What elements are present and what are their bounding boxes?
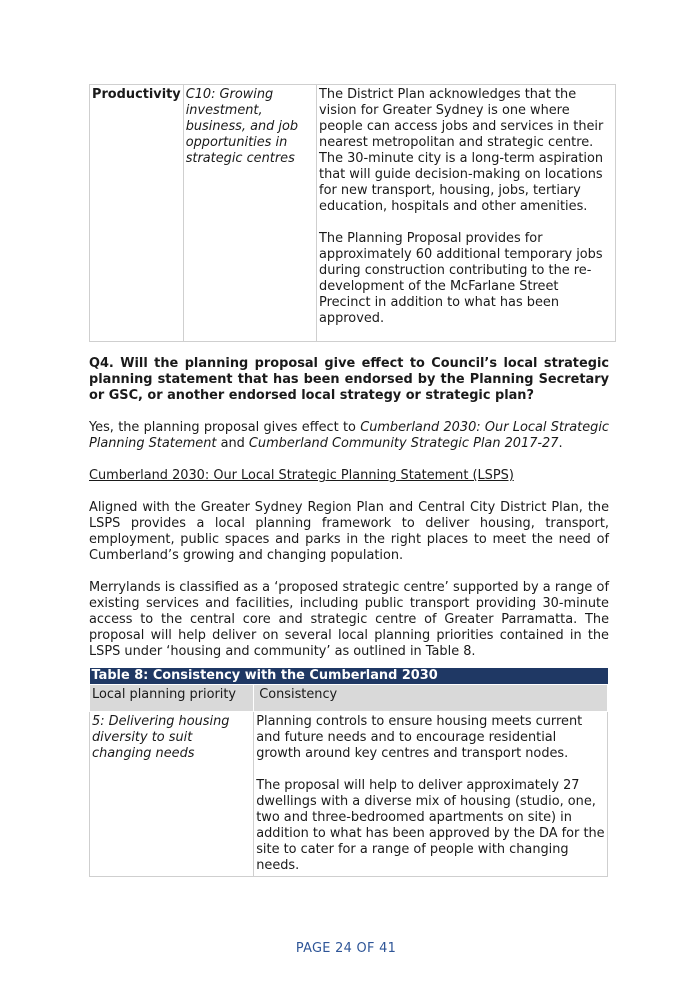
question-heading: Q4. Will the planning proposal give effect to Council’s local strategic planning statement that has been endorsed by the Planning Secretary or GSC, or another endorsed local strategy or strategic plan?: [89, 356, 609, 403]
consistency-cell: [254, 712, 608, 877]
consistency-table: [89, 668, 608, 877]
answer-text: .: [558, 436, 563, 451]
column-header: Consistency: [254, 685, 608, 712]
section-heading: Cumberland 2030: Our Local Strategic Planning Statement (LSPS): [89, 468, 514, 483]
comment-paragraph: The District Plan acknowledges that the vision for Greater Sydney is one where people can access jobs and services in their nearest metropolitan and strategic centre. The 30-minute city is a long-term aspiration that will guide decision-making on locations for new transport, housing, jobs, tertiary education, hospitals and other amenities.: [319, 87, 604, 214]
page-of-label: OF: [352, 941, 380, 956]
answer-emphasis: Cumberland 2030: Our Local Strategic Planning Statement: [89, 420, 609, 451]
page-footer: [0, 941, 692, 956]
productivity-table: [89, 84, 616, 342]
table-row: [90, 85, 616, 342]
table-row: [90, 712, 608, 877]
answer-emphasis: Cumberland Community Strategic Plan 2017-27: [248, 436, 559, 451]
page-content: [89, 84, 609, 877]
answer-text: Yes, the planning proposal gives effect to: [89, 420, 361, 435]
answer-paragraph: [89, 420, 609, 452]
table-title-row: [90, 668, 608, 685]
priority-cell: 5: Delivering housing diversity to suit changing needs: [90, 712, 254, 877]
theme-cell: Productivity: [90, 85, 184, 342]
consistency-paragraph: Planning controls to ensure housing meets current and future needs and to encourage residential growth around key centres and transport nodes.: [256, 714, 583, 761]
page-total: 41: [379, 941, 397, 956]
body-paragraph: Merrylands is classified as a ‘proposed strategic centre’ supported by a range of existing services and facilities, including public transport providing 30-minute access to the central core and strategic centre of Greater Parramatta. The proposal will help deliver on several local planning priorities contained in the LSPS under ‘housing and community’ as outlined in Table 8.: [89, 580, 609, 659]
table-title: Table 8: Consistency with the Cumberland 2030: [90, 668, 608, 685]
page-number: 24: [335, 941, 353, 956]
table-header-row: [90, 685, 608, 712]
page-label: PAGE: [295, 941, 336, 956]
body-paragraph: Aligned with the Greater Sydney Region Plan and Central City District Plan, the LSPS provides a local planning framework to deliver housing, transport, employment, public spaces and parks in the right places to meet the need of Cumberland’s growing and changing population.: [89, 500, 609, 563]
comment-paragraph: The Planning Proposal provides for approximately 60 additional temporary jobs during construction contributing to the re-development of the McFarlane Street Precinct in addition to what has been approved.: [319, 231, 603, 326]
column-header: Local planning priority: [90, 685, 254, 712]
consistency-paragraph: The proposal will help to deliver approximately 27 dwellings with a diverse mix of housing (studio, one, two and three-bedroomed apartments on site) in addition to what has been approved by the DA for the site to cater for a range of people with changing needs.: [256, 778, 605, 873]
comment-cell: [317, 85, 616, 342]
answer-text: and: [216, 436, 249, 451]
priority-cell: C10: Growing investment, business, and job opportunities in strategic centres: [183, 85, 316, 342]
